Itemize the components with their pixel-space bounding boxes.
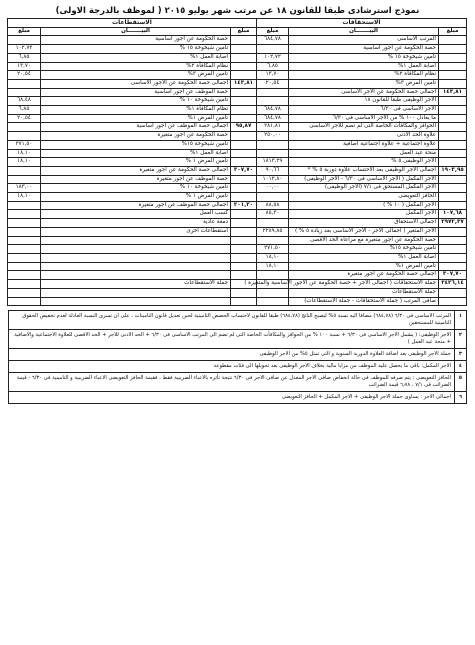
entitlement-amount <box>257 45 289 54</box>
deduction-total <box>231 288 257 297</box>
entitlement-amount: ٦٨٤,٧٨ <box>257 106 289 115</box>
entitlement-total <box>439 245 467 254</box>
page-title: نموذج استرشادى طبقا للقانون ١٨ عن مرتب شهر يوليو ٢٠١٥ ( لموظف بالدرجة الاولى) <box>55 6 420 16</box>
entitlement-statement: الاجر المكمل ( الاجر الاساسى فى ٦/٣٠ - الاجر الوظيفى) <box>289 175 439 184</box>
entitlement-total <box>439 184 467 193</box>
entitlement-amount: ١٣,٧٠ <box>257 71 289 80</box>
table-row <box>8 45 467 54</box>
entitlement-amount <box>257 288 289 297</box>
deduction-amount <box>8 245 41 254</box>
table-row <box>8 36 467 45</box>
entitlement-statement: الحافز التعويضى <box>289 193 439 202</box>
table-row <box>8 288 467 297</box>
deduction-amount <box>8 175 41 184</box>
table-row <box>8 219 467 228</box>
entitlement-total <box>439 288 467 297</box>
deduction-statement: نظام المكافأة ٢% <box>41 62 231 71</box>
entitlement-statement: الحوافز والمكافأت الخاصة التى لم تضم للاجر الاساسى <box>289 123 439 132</box>
deduction-amount <box>8 227 41 236</box>
table-row <box>8 227 467 236</box>
note-number: ٤ <box>455 361 467 373</box>
entitlement-total <box>439 53 467 62</box>
entitlement-amount <box>257 297 289 306</box>
entitlement-amount: ٦,٨٥ <box>257 62 289 71</box>
entitlement-statement: نظام المكافأة ٢% <box>289 71 439 80</box>
table-row <box>8 201 467 210</box>
entitlement-total <box>439 201 467 210</box>
deduction-total <box>231 71 257 80</box>
deduction-total <box>231 88 257 97</box>
deduction-amount <box>8 288 41 297</box>
entitlement-amount: ٨٨,٥٨ <box>257 201 289 210</box>
entitlement-total <box>439 175 467 184</box>
deduction-total <box>231 297 257 306</box>
entitlement-amount <box>257 149 289 158</box>
entitlement-amount <box>257 88 289 97</box>
deduction-statement: حصة الحكومة عن اجور متغيرة <box>41 132 231 141</box>
table-row <box>8 132 467 141</box>
note-text: الحافز التعويضى : يتم صرفه للموظف فى حالة انخفاض صافى الاجر المعدل عن صافى الاجر فى ٦/٣٠ نتيجة تأثره بالاعباء الضريبية فقط ، فقيمة الحافز التعويضى الاعباء الضريبية و التامينية فى ٦/٣٠ - قيمة الضرائب فى ٧/١ ، ٦٫٧٨ قيمة الضرائب <box>9 373 455 392</box>
deduction-total <box>231 149 257 158</box>
deduction-total <box>231 227 257 236</box>
entitlement-statement: اجمالى الاجر الوظيفى بعد الاحتساب علاوة دورية ٥ % * <box>289 166 439 175</box>
entitlement-total <box>439 262 467 271</box>
entitlement-amount: ١٨١٣,٢٩ <box>257 158 289 167</box>
entitlement-statement: المرتب الاساسى <box>289 36 439 45</box>
deduction-statement: تامين شيخوخة ١٥ % <box>41 45 231 54</box>
entitlement-amount <box>257 193 289 202</box>
deduction-amount: ١٨,١٠ <box>8 149 41 158</box>
entitlement-statement: اجمالى حصة الحكومة عن اجور متغيرة <box>289 271 439 280</box>
table-row <box>8 88 467 97</box>
note-row <box>9 361 467 373</box>
entitlement-total <box>439 71 467 80</box>
deduction-total: ٩٥,٨٧ <box>231 123 257 132</box>
deduction-statement: استقطاعات اخرى <box>41 227 231 236</box>
deduction-total <box>231 158 257 167</box>
deduction-amount: ٢٧١,٥٠ <box>8 140 41 149</box>
deduction-amount: ٦,٨٥ <box>8 106 41 115</box>
entitlement-amount: ١٠١٢,٨٠ <box>257 175 289 184</box>
entitlement-total <box>439 236 467 245</box>
deduction-total <box>231 97 257 106</box>
entitlement-total <box>439 106 467 115</box>
notes-body <box>9 311 467 404</box>
deduction-total: ١٤٣,٨١ <box>231 79 257 88</box>
table-row <box>8 166 467 175</box>
deduction-statement <box>41 236 231 245</box>
table-row <box>8 245 467 254</box>
deduction-statement: نظام المكافأة ١% <box>41 106 231 115</box>
entitlement-total <box>439 79 467 88</box>
deduction-amount <box>8 210 41 219</box>
deduction-amount: ٢٠,٥٤ <box>8 71 41 80</box>
entitlement-statement: تامين شيخوخة ١٥% <box>289 245 439 254</box>
entitlement-statement: الاجر المكمل <box>289 210 439 219</box>
deduction-statement: تامين شيخوخة ١٠ % <box>41 97 231 106</box>
entitlement-amount <box>257 271 289 280</box>
entitlement-statement: ما يعادل ١٠٠ % من الاجر الاساسى فى ٦/٣٠ <box>289 114 439 123</box>
entitlement-statement: الاجر الوظيفى طبقا للقانون ١٨ <box>289 97 439 106</box>
deduction-statement: حصة الموظف عن اجور متغيرة <box>41 175 231 184</box>
table-row <box>8 62 467 71</box>
table-row <box>8 210 467 219</box>
table-row <box>8 236 467 245</box>
entitlement-statement: تامين المرض ١% <box>289 262 439 271</box>
entitlement-statement-header: البيـــــــان <box>289 27 439 36</box>
deduction-amount: ٦,٨٥ <box>8 53 41 62</box>
deduction-statement <box>41 245 231 254</box>
entitlement-amount <box>257 140 289 149</box>
entitlement-statement: اصابة العمل ١% <box>289 253 439 262</box>
table-row <box>8 149 467 158</box>
document-page <box>8 5 467 635</box>
note-text: المرتب الاساسى فى ٦/٣٠ (٦٨٤,٧٨) مضافا اليه نسبة ٥% ليصبح الناتج (٦٨٤,٧٨) طبقا للقانون لاحتساب الحصص التامينية لحين تعديل قانون التامينات ، على ان تسرى النسبة العادلة لعدم تخفيض الحقوق التامينية للمستحقين <box>9 311 455 330</box>
table-row <box>8 158 467 167</box>
deduction-amount: ١٨,١٠ <box>8 158 41 167</box>
deduction-total <box>231 36 257 45</box>
table-row <box>8 106 467 115</box>
entitlement-statement: منحة عيد العمل <box>289 149 439 158</box>
entitlement-total: ٣٤٢٦,١٤ <box>439 280 467 289</box>
deduction-total <box>231 219 257 228</box>
table-row <box>8 297 467 306</box>
deduction-statement <box>41 288 231 297</box>
entitlement-total <box>439 114 467 123</box>
entitlement-total <box>439 36 467 45</box>
deduction-statement: حصة الحكومة عن اجور اساسية <box>41 36 231 45</box>
table-row <box>8 184 467 193</box>
deduction-amount <box>8 123 41 132</box>
entitlement-total <box>439 132 467 141</box>
column-header-row <box>8 27 467 36</box>
entitlement-total <box>439 227 467 236</box>
table-row <box>8 123 467 132</box>
deduction-amount <box>8 79 41 88</box>
deduction-amount <box>8 253 41 262</box>
deduction-amount <box>8 271 41 280</box>
entitlement-total <box>439 253 467 262</box>
deduction-amount <box>8 36 41 45</box>
entitlement-total <box>439 97 467 106</box>
deduction-total <box>231 210 257 219</box>
deduction-amount <box>8 236 41 245</box>
deduction-total <box>231 140 257 149</box>
deduction-statement: تامين شيخوخة ١٠ % <box>41 184 231 193</box>
table-row <box>8 97 467 106</box>
table-row <box>8 71 467 80</box>
entitlement-statement: حصة الحكومة عن اجور متغيرة مع مراعاة الحد الاقصى <box>289 236 439 245</box>
entitlement-amount: ٢٠,٥٤ <box>257 79 289 88</box>
notes-table <box>8 310 467 404</box>
deduction-total <box>231 45 257 54</box>
deduction-amount: ١٨,١٠ <box>8 193 41 202</box>
salary-table <box>7 18 467 306</box>
deduction-amount <box>8 297 41 306</box>
entitlement-amount: ١٠٢,٧٢ <box>257 53 289 62</box>
entitlement-statement: صافى المرتب ( جملة الاستحقاقات - جملة الاستقطاعات) <box>289 297 439 306</box>
entitlement-statement: تامين شيخوخة ١٥ % <box>289 53 439 62</box>
entitlement-total-header: مبلغ <box>439 27 467 36</box>
entitlement-amount: ٢٢٨٩,٨٥ <box>257 227 289 236</box>
entitlement-total <box>439 158 467 167</box>
deduction-total <box>231 62 257 71</box>
deduction-statement: تامين المرض ٣% <box>41 71 231 80</box>
table-row <box>8 193 467 202</box>
table-row <box>8 175 467 184</box>
entitlement-total: ١٠٧,٦٨ <box>439 210 467 219</box>
deduction-statement <box>41 271 231 280</box>
deduction-amount <box>8 166 41 175</box>
deduction-statement: دمغة عادية <box>41 219 231 228</box>
deduction-total <box>231 175 257 184</box>
note-row <box>9 311 467 330</box>
deduction-statement: حصة الموظف عن اجور اساسية <box>41 88 231 97</box>
deduction-statement: تامين المرض ١ % <box>41 158 231 167</box>
entitlement-total: ٣٠٧,٧٠ <box>439 271 467 280</box>
entitlement-amount: ٦٨٤,٧٨ <box>257 36 289 45</box>
entitlement-total <box>439 62 467 71</box>
note-row <box>9 349 467 361</box>
entitlement-total <box>439 123 467 132</box>
entitlement-total <box>439 140 467 149</box>
deduction-amount: ٢٠,٥٤ <box>8 114 41 123</box>
entitlement-amount: ١٨,١٠ <box>257 253 289 262</box>
entitlement-amount: ١٨,١٠ <box>257 262 289 271</box>
entitlement-amount <box>257 97 289 106</box>
deduction-statement: تامين شيخوخة ١٥% <box>41 140 231 149</box>
entitlement-statement: علاوة اجتماعية + علاوة اجتماعية اضافية <box>289 140 439 149</box>
deduction-statement: كسب العمل <box>41 210 231 219</box>
section-header-row <box>8 19 467 28</box>
deduction-amount <box>8 219 41 228</box>
deduction-total <box>231 114 257 123</box>
entitlement-total: ٢٩٧٢,٣٧ <box>439 219 467 228</box>
deduction-statement: اجمالى حصة الحكومة عن الاجور الاساسى <box>41 79 231 88</box>
entitlement-statement: اصابة العمل ١% <box>289 62 439 71</box>
deduction-total: ٣٠٧,٧٠ <box>231 166 257 175</box>
entitlement-amount: ٠٠,٠٠ <box>257 184 289 193</box>
entitlement-amount: ٢٥٠,٠٠ <box>257 132 289 141</box>
note-number: ٣ <box>455 349 467 361</box>
note-number: ٢ <box>455 330 467 349</box>
entitlement-statement: تامين المرض ٣% <box>289 79 439 88</box>
table-row <box>8 253 467 262</box>
entitlement-amount: ٨٥,٣٠ <box>257 210 289 219</box>
deductions-header: الاستقطاعات <box>8 19 257 28</box>
entitlement-amount <box>257 219 289 228</box>
deduction-total <box>231 262 257 271</box>
entitlement-total: ١٤٣,٨١ <box>439 88 467 97</box>
note-text: اجمالى الاجر : يساوى جملة الاجر الوظيفى + الاجر المكمل + الحافز التعويضى <box>9 392 455 404</box>
table-row <box>8 79 467 88</box>
deduction-amount: ١٣,٧٠ <box>8 62 41 71</box>
entitlement-statement: حصة الحكومة عن اجور اساسية <box>289 45 439 54</box>
deduction-statement: اجمالى حصة الحكومة عن اجور متغيرة <box>41 166 231 175</box>
deduction-statement: اجمالى حصة الموظف عن اجور متغيرة <box>41 201 231 210</box>
deduction-total <box>231 53 257 62</box>
deduction-amount <box>8 88 41 97</box>
entitlement-amount-header: مبلغ <box>257 27 289 36</box>
entitlement-statement: الاجر المكمل المستحق فى ٧/١ (الاجر الوظيفى) <box>289 184 439 193</box>
note-text: جملة الاجر الوظيفى بعد اضافة العلاوة الدورية السنوية و التى تمثل ٥% من الاجر الوظيفى <box>9 349 455 361</box>
deduction-total <box>231 132 257 141</box>
deduction-amount <box>8 201 41 210</box>
table-row <box>8 271 467 280</box>
table-row <box>8 53 467 62</box>
deduction-total-header: مبلغ <box>231 27 257 36</box>
entitlement-total: ١٩٠٣,٩٥ <box>439 166 467 175</box>
deduction-amount <box>8 132 41 141</box>
table-row <box>8 114 467 123</box>
deduction-total: ٢٠١,٣٠ <box>231 201 257 210</box>
entitlement-total <box>439 149 467 158</box>
note-text: الاجر المكمل: باقى ما يحصل عليه الموظف من مزايا مالية بخلاف الاجر الوظيفى بعد تحويلها الى فئات مقطوعة <box>9 361 455 373</box>
table-row <box>8 140 467 149</box>
deduction-amount-header: مبلغ <box>8 27 41 36</box>
note-row <box>9 330 467 349</box>
entitlement-statement: جملة الاستحقاقات ( اجمالى الاجر + حصة الحكومة عن الاجور الاساسية والمتغيرة ) <box>289 280 439 289</box>
deduction-statement <box>41 253 231 262</box>
deduction-statement <box>41 297 231 306</box>
table-row <box>8 280 467 289</box>
deduction-total <box>231 253 257 262</box>
entitlement-statement: اجمالى حصة الحكومة عن الاجر الاساسى <box>289 88 439 97</box>
entitlement-statement: الاجر الاساسى فى ٦/٣٠ <box>289 106 439 115</box>
deduction-total <box>231 245 257 254</box>
deduction-amount: ٦٨,٤٨ <box>8 97 41 106</box>
note-number: ٦ <box>455 392 467 404</box>
entitlement-amount: ٩٠,٦٦ <box>257 166 289 175</box>
entitlement-statement: الاجر المكمل ( ١٠ % ) <box>289 201 439 210</box>
deduction-amount <box>8 280 41 289</box>
deduction-statement: تامين المرض ١% <box>41 114 231 123</box>
deduction-amount <box>8 262 41 271</box>
deduction-statement: اصابة العمل ١% <box>41 53 231 62</box>
deduction-statement-header: البيـــــــان <box>41 27 231 36</box>
entitlement-amount: ٢٧١,٥٠ <box>257 245 289 254</box>
table-row <box>8 262 467 271</box>
deduction-total <box>231 184 257 193</box>
note-row <box>9 373 467 392</box>
deduction-statement: اجمالى حصة الموظف عن اجور اساسية <box>41 123 231 132</box>
entitlement-statement: جملة الاستقطاعات <box>289 288 439 297</box>
deduction-total <box>231 236 257 245</box>
deduction-amount: ١٠٢,٧٢ <box>8 45 41 54</box>
deduction-total <box>231 106 257 115</box>
entitlement-total <box>439 45 467 54</box>
note-number: ٥ <box>455 373 467 392</box>
note-row <box>9 392 467 404</box>
deduction-statement: تامين المرض ١ % <box>41 193 231 202</box>
note-text: الاجر الوظيفى: ( يشمل الاجر الاساسى فى ٦/٣٠ + نسبة ١٠٠ % من الحوافز والمكافأت الخاصة التى لم تضم الى المرتب الاساسى فى ٦/٣٠ + الحد الادنى للاجر + الحد الاقصى للعلاوة الاجتماعية والاضافية + منحة عيد العمل ) <box>9 330 455 349</box>
entitlement-statement: الاجر الوظيفى ٥ % <box>289 158 439 167</box>
note-number: ١ <box>455 311 467 330</box>
entitlement-statement: علاوة الحد الادنى <box>289 132 439 141</box>
entitlement-amount <box>257 236 289 245</box>
entitlement-amount: ٢٨١,٨١ <box>257 123 289 132</box>
entitlement-statement: الاجر المتغير ( اجمالى الاجر - الاجر الاساسى بعد زيادة ٥ % ) <box>289 227 439 236</box>
salary-table-body <box>8 19 467 306</box>
entitlements-header: الاستحقاقات <box>257 19 467 28</box>
entitlement-total <box>439 297 467 306</box>
entitlement-total <box>439 193 467 202</box>
deduction-amount: ١٨٣,٠٠ <box>8 184 41 193</box>
deduction-total <box>231 271 257 280</box>
entitlement-statement: اجمالى الاستحقاق <box>289 219 439 228</box>
deduction-total <box>231 193 257 202</box>
deduction-statement <box>41 262 231 271</box>
entitlement-amount: ٦٨٤,٧٨ <box>257 114 289 123</box>
deduction-statement: جملة الاستقطاعات <box>41 280 231 289</box>
deduction-statement: اصابة العمل ١% <box>41 149 231 158</box>
